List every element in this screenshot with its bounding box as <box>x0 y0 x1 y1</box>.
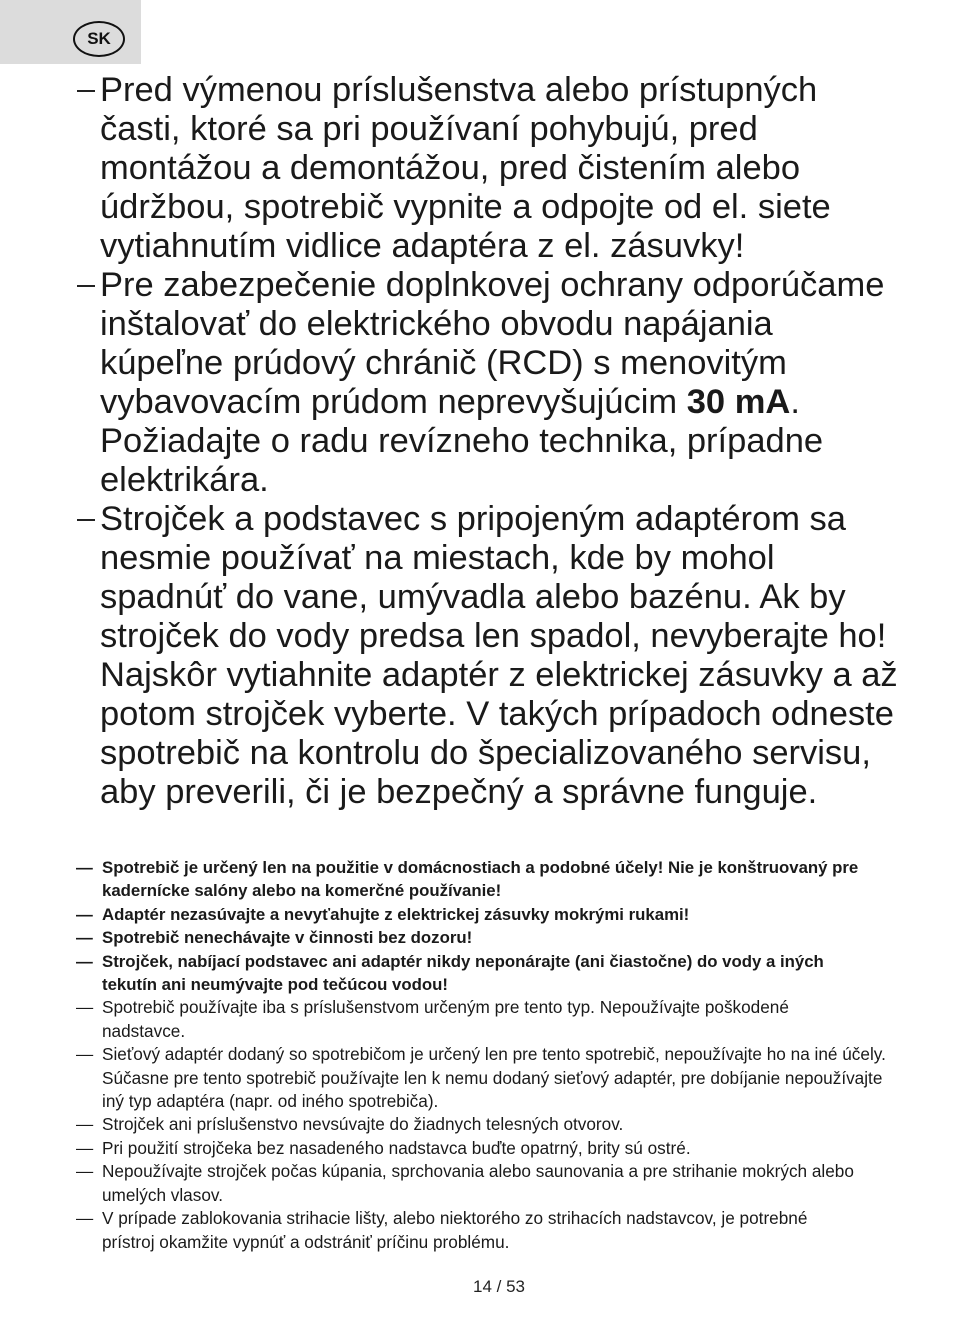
dash-marker: — <box>76 1161 94 1182</box>
list-item <box>0 856 862 903</box>
language-badge: SK <box>73 21 125 57</box>
list-item <box>0 1207 837 1254</box>
list-item <box>0 1113 862 1136</box>
dash-marker: — <box>76 1208 94 1229</box>
warning-text-bold: 30 mA <box>686 383 791 421</box>
list-item <box>0 950 837 997</box>
warning-text: . Požiadajte o radu revízneho technika, prípadne elektrikára. <box>100 383 824 499</box>
page-number: 14 / 53 <box>473 1277 525 1296</box>
list-item-text: Spotrebič je určený len na použitie v domácnostiach a podobné účely! Nie je konštruovaný pre kadernícke salóny alebo na komerčné používanie! <box>102 858 859 901</box>
dash-marker <box>77 90 95 92</box>
list-item-text: V prípade zablokovania strihacie lišty, alebo niektorého zo strihacích nadstavcov, je potrebné prístroj okamžite vypnúť a odstrániť príčinu problému. <box>102 1208 808 1252</box>
dash-marker: — <box>76 928 93 948</box>
dash-marker <box>77 519 95 521</box>
warning-text: Strojček a podstavec s pripojeným adaptérom sa nesmie používať na miestach, kde by mohol spadnúť do vane, umývadla alebo bazénu. Ak by strojček do vody predsa len spadol, nevyberajte ho! Najskôr vytiahnite adaptér z elektrickej zásuvky a až potom strojček vyberte. V takých prípadoch odneste spotrebič na kontrolu do špecializovaného servisu, aby preverili, či je bezpečný a správne funguje. <box>100 500 898 811</box>
dash-marker: — <box>76 904 93 924</box>
dash-marker: — <box>76 997 94 1018</box>
warning-text: Pre zabezpečenie doplnkovej ochrany odporúčame inštalovať do elektrického obvodu napájania kúpeľne prúdový chránič (RCD) s menovitým vybavovacím prúdom neprevyšujúcim <box>100 266 885 421</box>
dash-marker: — <box>76 1137 94 1158</box>
warning-item <box>0 266 900 500</box>
list-item <box>0 926 862 949</box>
list-item <box>0 996 832 1043</box>
list-item-text: Strojček ani príslušenstvo nevsúvajte do žiadnych telesných otvorov. <box>102 1114 624 1135</box>
list-item-text: Sieťový adaptér dodaný so spotrebičom je určený len pre tento spotrebič, nepoužívajte ho na iné účely. Súčasne pre tento spotrebič používajte len k nemu dodaný sieťový adaptér, pre dobíjanie nepoužívajte iný typ adaptéra (napr. od iného spotrebiča). <box>102 1044 886 1112</box>
list-item <box>0 1137 862 1160</box>
list-item-text: Strojček, nabíjací podstavec ani adaptér nikdy neponárajte (ani čiastočne) do vody a iných tekutín ani neumývajte pod tečúcou vodou! <box>102 951 824 995</box>
warning-item <box>0 500 900 812</box>
list-item-text: Pri použití strojčeka bez nasadeného nadstavca buďte opatrný, brity sú ostré. <box>102 1137 691 1158</box>
list-item <box>0 1160 857 1207</box>
warning-text: Pred výmenou príslušenstva alebo prístupných časti, ktoré sa pri používaní pohybujú, pred montážou a demontážou, pred čistením alebo údržbou, spotrebič vypnite a odpojte od el. siete vytiahnutím vidlice adaptéra z el. zásuvky! <box>100 71 831 265</box>
dash-marker <box>77 285 95 287</box>
list-item-text: Adaptér nezasúvajte a nevyťahujte z elektrickej zásuvky mokrými rukami! <box>102 904 690 924</box>
warnings-large <box>0 71 954 812</box>
warnings-small <box>0 856 954 1254</box>
dash-marker: — <box>76 1044 94 1065</box>
dash-marker: — <box>76 951 93 971</box>
language-tab <box>0 0 141 64</box>
dash-marker: — <box>76 858 93 877</box>
list-item-text: Nepoužívajte strojček počas kúpania, sprchovania alebo saunovania a pre strihanie mokrých alebo umelých vlasov. <box>102 1161 854 1205</box>
dash-marker: — <box>76 1114 94 1135</box>
list-item-text: Spotrebič nenechávajte v činnosti bez dozoru! <box>102 928 473 948</box>
warning-item <box>0 71 900 266</box>
list-item <box>0 903 902 926</box>
list-item <box>0 1043 887 1113</box>
list-item-text: Spotrebič používajte iba s príslušenstvom určeným pre tento typ. Nepoužívajte poškodené nadstavce. <box>102 997 789 1041</box>
